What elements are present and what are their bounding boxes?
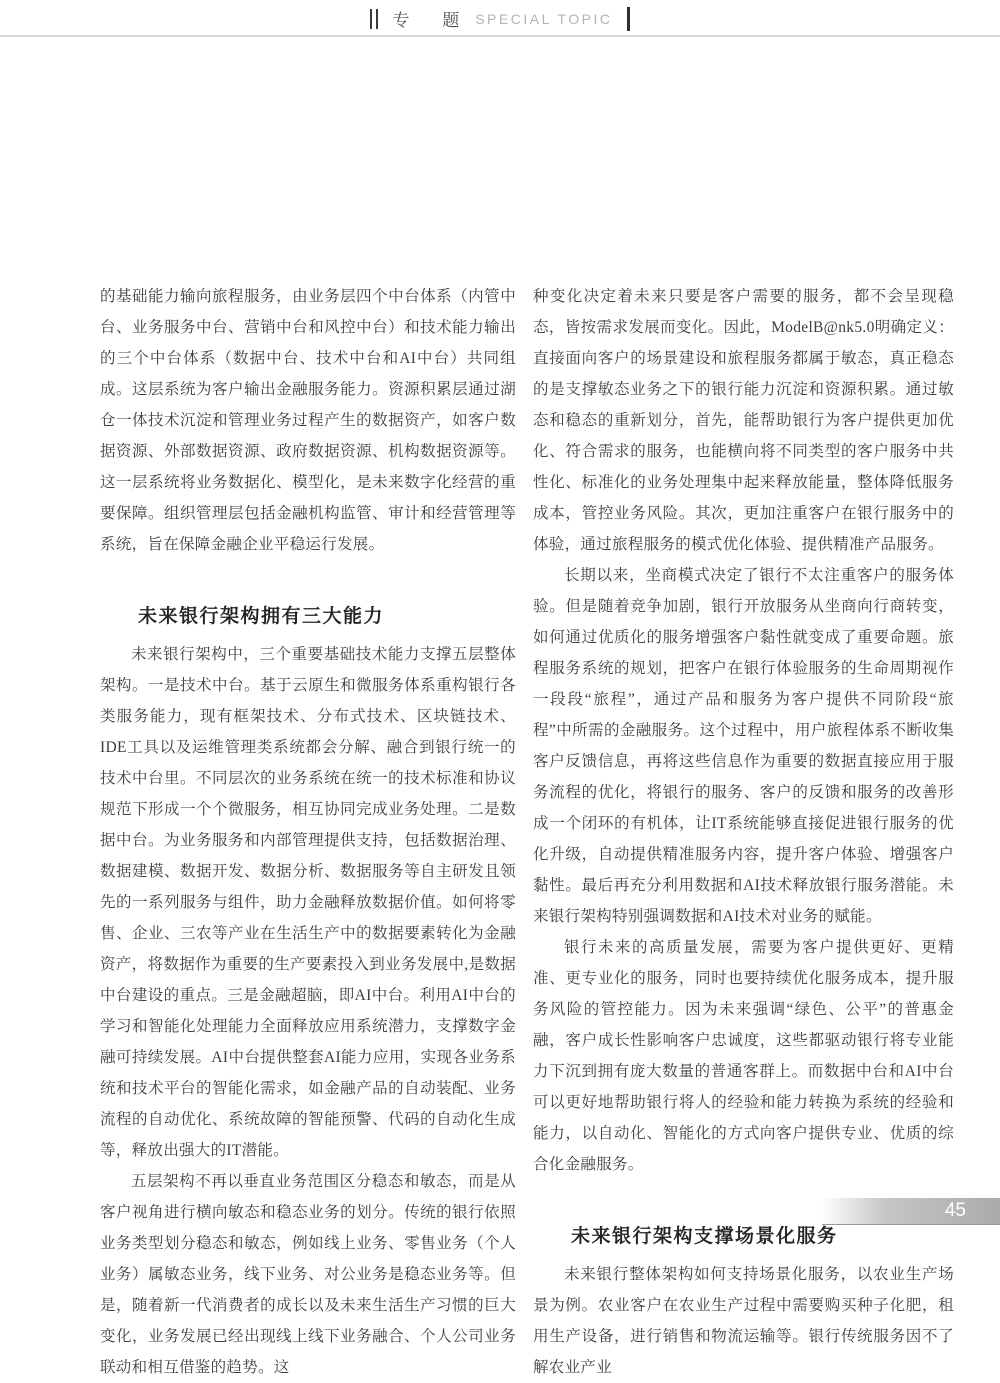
section-title-zh: 专 题 — [392, 11, 474, 30]
section-heading: 未来银行架构拥有三大能力 — [138, 606, 385, 627]
paragraph: 五层架构不再以垂直业务范围区分稳态和敏态，而是从客户视角进行横向敏态和稳态业务的划分。传统的银行依照业务类型划分稳态和敏态，例如线上业务、零售业务（个人业务）属敏态业务，线下业务、对公业务是稳态业务等。但是，随着新一代消费者的成长以及未来生活生产习惯的巨大变化，业务发展已经出现线上线下业务融合、个人公司业务联动和相互借鉴的趋势。这 — [100, 1173, 516, 1376]
single-bar-icon — [627, 7, 630, 31]
paragraph: 未来银行架构中，三个重要基础技术能力支撑五层整体架构。一是技术中台。基于云原生和微服务体系重构银行各类服务能力，现有框架技术、分布式技术、区块链技术、IDE工具以及运维管理类系统都会分解、融合到银行统一的技术中台里。不同层次的业务系统在统一的技术标准和协议规范下形成一个个微服务，相互协同完成业务处理。二是数据中台。为业务服务和内部管理提供支持，包括数据治理、数据建模、数据开发、数据分析、数据服务等自主研发且领先的一系列服务与组件，助力金融释放数据价值。如何将零售、企业、三农等产业在生活生产中的数据要素转化为金融资产，将数据作为重要的生产要素投入到业务发展中,是数据中台建设的重点。三是金融超脑，即AI中台。利用AI中台的学习和智能化处理能力全面释放应用系统潜力，支撑数字金融可持续发展。AI中台提供整套AI能力应用，实现各业务系统和技术平台的智能化需求，如金融产品的自动装配、业务流程的自动优化、系统故障的智能预警、代码的自动化生成等，释放出强大的IT潜能。 — [100, 646, 516, 1159]
running-head — [0, 6, 1000, 31]
page-number: 45 — [944, 1200, 966, 1221]
double-bar-icon — [370, 9, 378, 29]
page-top-rule — [0, 35, 1000, 37]
paragraph: 种变化决定着未来只要是客户需要的服务，都不会呈现稳态，皆按需求发展而变化。因此，ModelB@nk5.0明确定义：直接面向客户的场景建设和旅程服务都属于敏态，真正稳态的是支撑敏态业务之下的银行能力沉淀和资源积累。通过敏态和稳态的重新划分，首先，能帮助银行为客户提供更加优化、符合需求的服务，也能横向将不同类型的客户服务中共性化、标准化的业务处理集中起来释放能量，整体降低服务成本，管控业务风险。其次，更加注重客户在银行服务中的体验，通过旅程服务的模式优化体验、提供精准产品服务。 — [533, 288, 954, 553]
paragraph: 未来银行整体架构如何支持场景化服务，以农业生产场景为例。农业客户在农业生产过程中需要购买种子化肥，租用生产设备，进行销售和物流运输等。银行传统服务因不了解农业产业 — [533, 1266, 954, 1376]
paragraph: 长期以来，坐商模式决定了银行不太注重客户的服务体验。但是随着竞争加剧，银行开放服务从坐商向行商转变，如何通过优质化的服务增强客户黏性就变成了重要命题。旅程服务系统的规划，把客户在银行体验服务的生命周期视作一段段“旅程”，通过产品和服务为客户提供不同阶段“旅程”中所需的金融服务。这个过程中，用户旅程体系不断收集客户反馈信息，再将这些信息作为重要的数据直接应用于服务流程的优化，将银行的服务、客户的反馈和服务的改善形成一个闭环的有机体，让IT系统能够直接促进银行服务的优化升级，自动提供精准服务内容，提升客户体验、增强客户黏性。最后再充分利用数据和AI技术释放银行服务潜能。未来银行架构特别强调数据和AI技术对业务的赋能。 — [533, 567, 954, 925]
page-number-bar — [822, 1198, 1000, 1225]
left-column — [100, 281, 516, 1383]
paragraph: 的基础能力输向旅程服务，由业务层四个中台体系（内管中台、业务服务中台、营销中台和风控中台）和技术能力输出的三个中台体系（数据中台、技术中台和AI中台）共同组成。这层系统为客户输出金融服务能力。资源积累层通过湖仓一体技术沉淀和管理业务过程产生的数据资产，如客户数据资源、外部数据资源、政府数据资源、机构数据资源等。这一层系统将业务数据化、模型化，是未来数字化经营的重要保障。组织管理层包括金融机构监管、审计和经营管理等系统，旨在保障金融企业平稳运行发展。 — [100, 288, 516, 553]
section-heading: 未来银行架构支撑场景化服务 — [571, 1226, 838, 1247]
section-title-en: SPECIAL TOPIC — [475, 10, 613, 27]
paragraph: 银行未来的高质量发展，需要为客户提供更好、更精准、更专业化的服务，同时也要持续优化服务成本，提升服务风险的管控能力。因为未来强调“绿色、公平”的普惠金融，客户成长性影响客户忠诚度，这些都驱动银行将专业能力下沉到拥有庞大数量的普通客群上。而数据中台和AI中台可以更好地帮助银行将人的经验和能力转换为系统的经验和能力，以自动化、智能化的方式向客户提供专业、优质的综合化金融服务。 — [533, 939, 954, 1173]
